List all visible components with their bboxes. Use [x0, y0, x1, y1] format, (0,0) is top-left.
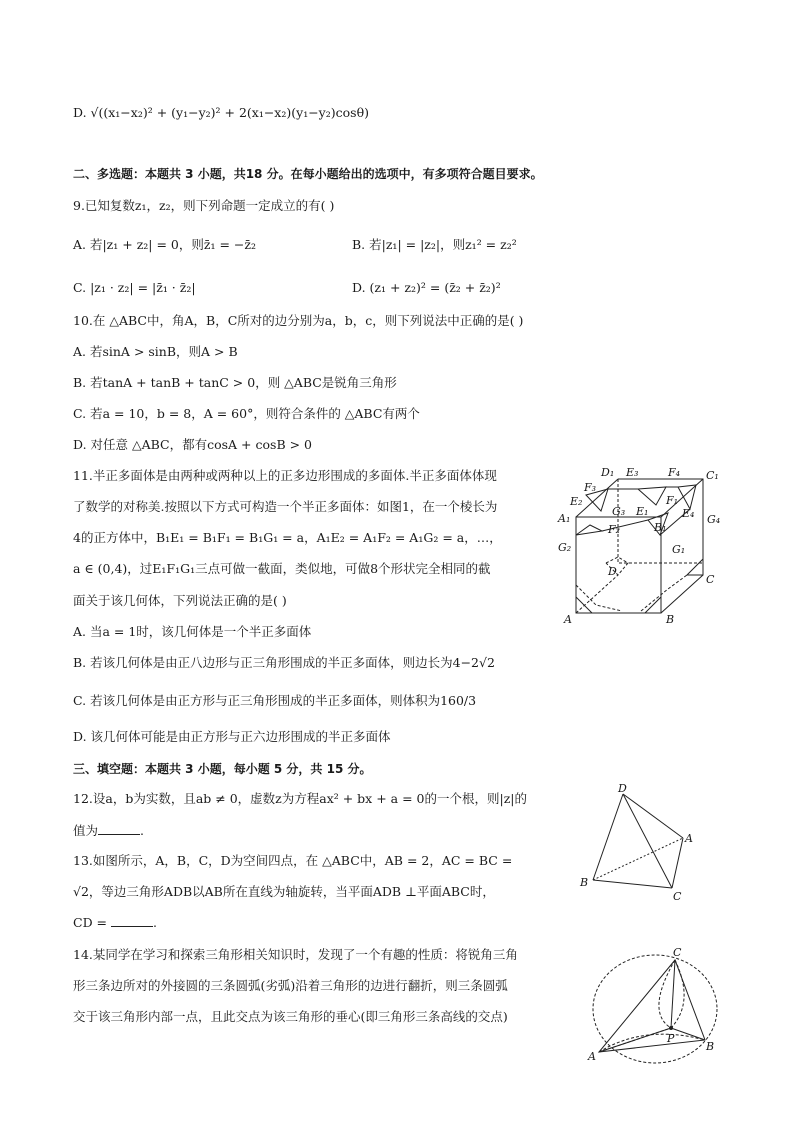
q10-option-c: C. 若a = 10，b = 8，A = 60°，则符合条件的 △ABC有两个	[73, 406, 420, 421]
label-f4: F₄	[668, 466, 681, 479]
q14-line-3: 交于该三角形内部一点，且此交点为该三角形的垂心(即三角形三条高线的交点)	[73, 1009, 508, 1024]
label-b: B	[580, 876, 589, 889]
q13-suffix: .	[153, 915, 158, 930]
label-b: B	[666, 613, 675, 626]
label-g2: G₂	[558, 541, 572, 554]
label-c: C	[673, 890, 682, 903]
q13-prefix: CD =	[73, 915, 108, 930]
q10-option-b: B. 若tanA + tanB + tanC > 0，则 △ABC是锐角三角形	[73, 375, 397, 390]
label-a1: A₁	[558, 512, 571, 525]
q12-prefix: 值为	[73, 823, 99, 838]
section-2-title: 二、多选题：本题共 3 小题，共18 分。在每小题给出的选项中，有多项符合题目要求。	[73, 167, 543, 181]
q13-line-1: 13.如图所示，A，B，C，D为空间四点，在 △ABC中，AB = 2，AC = BC =	[73, 853, 513, 868]
q12-suffix: .	[140, 823, 144, 838]
label-e2: E₂	[570, 495, 583, 508]
q9-option-a: A. 若|z₁ + z₂| = 0，则z̄₁ = −z̄₂	[73, 237, 256, 252]
q8-option-d: D. √((x₁−x₂)² + (y₁−y₂)² + 2(x₁−x₂)(y₁−y₂)cosθ)	[73, 105, 369, 120]
q11-option-b: B. 若该几何体是由正八边形与正三角形围成的半正多面体，则边长为4−2√2	[73, 655, 495, 670]
label-e3: E₃	[626, 466, 639, 479]
q13-answer-blank	[111, 914, 153, 927]
q9-option-c: C. |z₁ · z₂| = |z̄₁ · z̄₂|	[73, 280, 196, 295]
label-a: A	[564, 613, 572, 626]
label-e4: E₄	[682, 507, 695, 520]
q9-option-b: B. 若|z₁| = |z₂|，则z₁² = z₂²	[352, 237, 517, 252]
q12-answer-blank	[98, 822, 140, 835]
label-g1: G₁	[672, 543, 686, 556]
q14-line-2: 形三条边所对的外接圆的三条圆弧(劣弧)沿着三角形的边进行翻折，则三条圆弧	[73, 978, 508, 993]
q11-line-2: 了数学的对称美.按照以下方式可构造一个半正多面体：如图1，在一个棱长为	[73, 499, 498, 514]
label-f2: F₂	[608, 523, 621, 536]
q11-option-c: C. 若该几何体是由正方形与正三角形围成的半正多面体，则体积为160/3	[73, 693, 477, 708]
label-a: A	[588, 1050, 596, 1063]
label-p: P	[667, 1032, 675, 1045]
q10-option-d: D. 对任意 △ABC，都有cosA + cosB > 0	[73, 437, 313, 452]
q11-option-a: A. 当a = 1时，该几何体是一个半正多面体	[73, 624, 312, 639]
q13-line-2: √2，等边三角形ADB以AB所在直线为轴旋转，当平面ADB ⊥平面ABC时，	[73, 884, 495, 899]
q11-line-3: 4的正方体中，B₁E₁ = B₁F₁ = B₁G₁ = a，A₁E₂ = A₁F₂ = A₁G₂ = a，…，	[73, 530, 502, 545]
label-c: C	[673, 946, 682, 959]
q9-option-d: D. (z₁ + z₂)² = (z̄₂ + z̄₂)²	[352, 280, 501, 295]
label-d: D	[608, 565, 617, 578]
section-3-title: 三、填空题：本题共 3 小题，每小题 5 分，共 15 分。	[73, 762, 372, 776]
q14-line-1: 14.某同学在学习和探索三角形相关知识时，发现了一个有趣的性质：将锐角三角	[73, 947, 518, 962]
label-g4: G₄	[707, 513, 721, 526]
label-f3: F₃	[584, 481, 597, 494]
q13-tetrahedron-figure	[575, 780, 705, 905]
q14-circumcircle-figure	[585, 942, 725, 1067]
label-b: B	[706, 1040, 715, 1053]
q11-line-5: 面关于该几何体，下列说法正确的是( )	[73, 593, 287, 608]
label-c1: C₁	[706, 469, 719, 482]
label-a: A	[685, 832, 693, 845]
label-f1: F₁	[666, 494, 679, 507]
q13-line-3	[73, 914, 157, 932]
q12-line-2	[73, 822, 144, 840]
label-g3: G₃	[612, 505, 626, 518]
q9-stem: 9.已知复数z₁，z₂，则下列命题一定成立的有( )	[73, 198, 335, 213]
q10-option-a: A. 若sinA > sinB，则A > B	[73, 344, 238, 359]
q11-line-1: 11.半正多面体是由两种或两种以上的正多边形围成的多面体.半正多面体体现	[73, 468, 497, 483]
q10-stem: 10.在 △ABC中，角A，B，C所对的边分别为a，b，c，则下列说法中正确的是( )	[73, 313, 524, 328]
q11-line-4: a ∈ (0,4)，过E₁F₁G₁三点可做一截面，类似地，可做8个形状完全相同的截	[73, 561, 491, 576]
q11-option-d: D. 该几何体可能是由正方形与正六边形围成的半正多面体	[73, 729, 391, 744]
label-c: C	[706, 573, 715, 586]
label-d: D	[618, 782, 627, 795]
label-d1: D₁	[601, 466, 615, 479]
label-e1: E₁	[636, 505, 649, 518]
q12-line-1: 12.设a，b为实数，且ab ≠ 0，虚数z为方程ax² + bx + a = 0的一个根，则|z|的	[73, 791, 527, 806]
label-b1: B₁	[654, 521, 667, 534]
q11-cube-figure	[556, 465, 726, 630]
